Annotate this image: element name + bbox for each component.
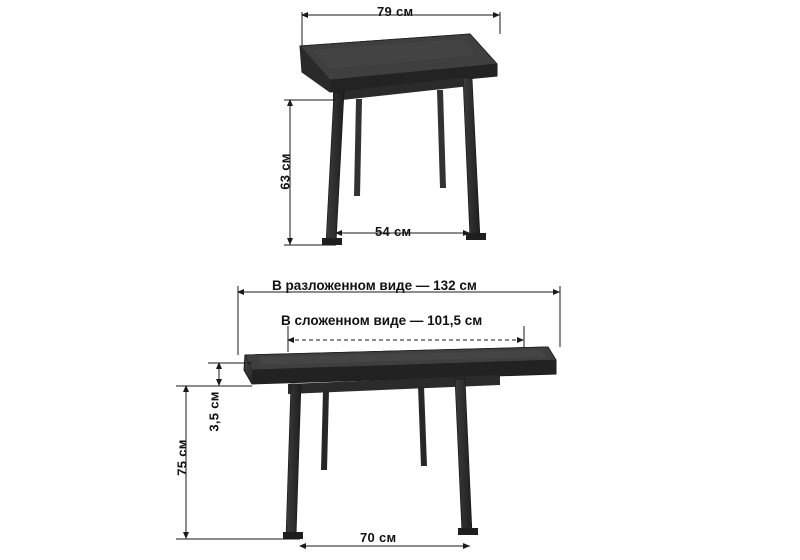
caption-extended-width: В разложенном виде — 132 см — [272, 278, 477, 293]
caption-folded-width: В сложенном виде — 101,5 см — [281, 313, 483, 328]
label-height-75: 75 см — [174, 439, 190, 476]
table-extended-illustration — [244, 347, 556, 539]
label-base-width-70: 70 см — [360, 530, 397, 545]
label-top-width-79: 79 см — [377, 4, 414, 19]
label-height-63: 63 см — [277, 153, 293, 190]
dimension-height-75 — [176, 386, 300, 539]
table-closed-illustration — [300, 34, 497, 245]
label-thickness-35: 3,5 см — [206, 391, 222, 432]
label-base-width-54: 54 см — [375, 224, 412, 239]
